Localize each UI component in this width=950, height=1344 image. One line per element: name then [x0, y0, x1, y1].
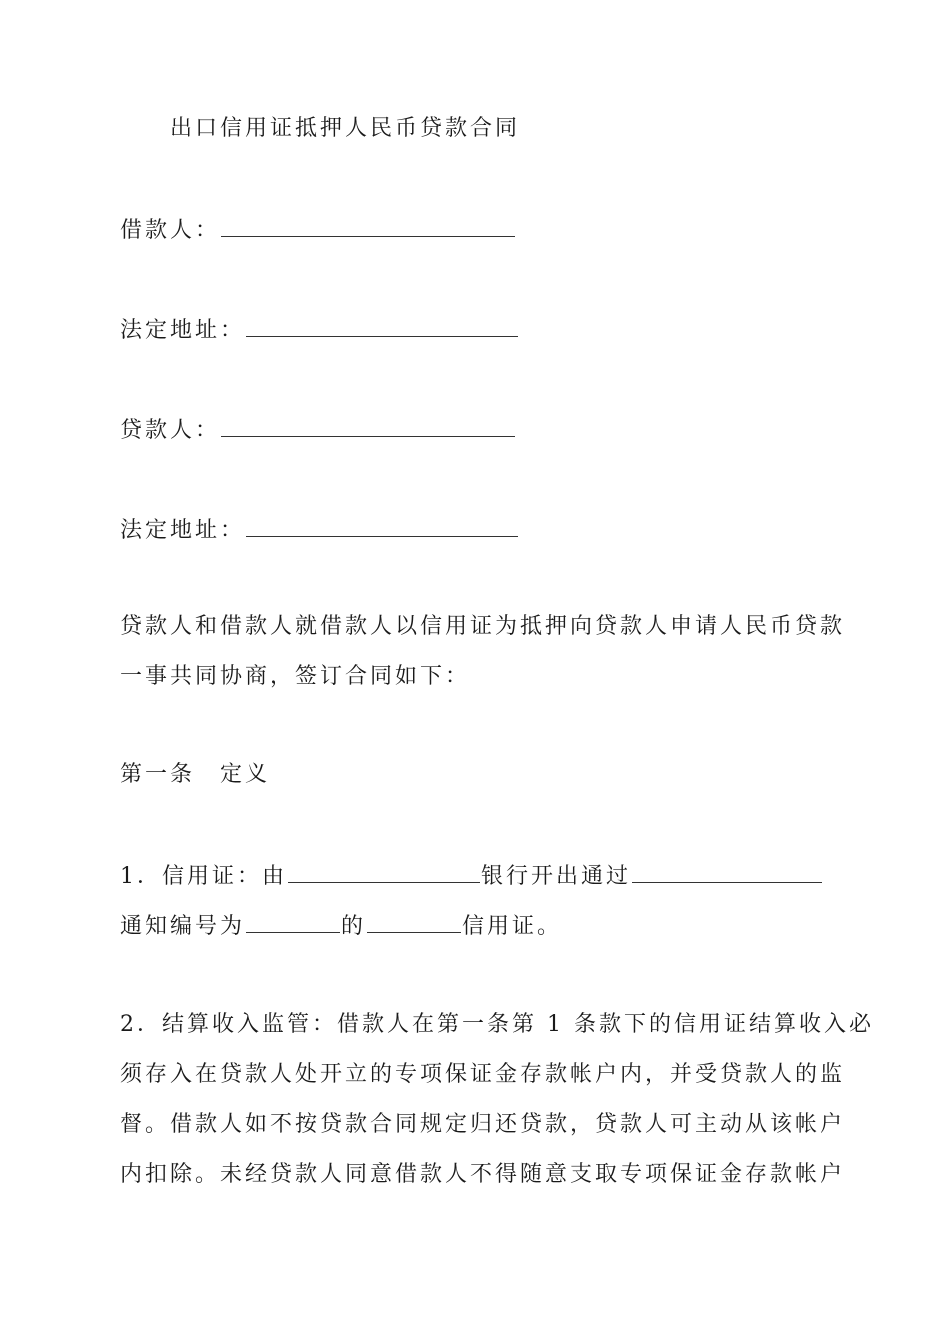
borrower-address-line [120, 314, 519, 346]
borrower-label: 借款人： [120, 218, 221, 243]
clause-2-line-1: 2．结算收入监管：借款人在第一条第 1 条款下的信用证结算收入必 [120, 1012, 874, 1037]
clause-2-line-2: 须存入在贷款人处开立的专项保证金存款帐户内，并受贷款人的监 [120, 1062, 846, 1087]
issuing-bank-blank [288, 860, 480, 883]
document-title: 出口信用证抵押人民币贷款合同 [170, 116, 521, 141]
clause-1-part-e: 信用证。 [462, 914, 563, 939]
borrower-line [120, 214, 516, 246]
article-1-heading: 第一条 定义 [120, 762, 271, 787]
lender-label: 贷款人： [120, 418, 221, 443]
notice-number-blank [246, 910, 340, 933]
intro-line-1: 贷款人和借款人就借款人以信用证为抵押向贷款人申请人民币贷款 [120, 614, 846, 639]
clause-1-part-a: 1．信用证：由 [120, 864, 287, 889]
lender-address-line [120, 514, 519, 546]
advising-bank-blank [632, 860, 822, 883]
clause-1-part-d: 的 [341, 914, 367, 939]
borrower-address-label: 法定地址： [120, 318, 246, 343]
lender-line [120, 414, 516, 446]
clause-2-line-3: 督。借款人如不按贷款合同规定归还贷款，贷款人可主动从该帐户 [120, 1112, 846, 1137]
clause-1-part-b: 银行开出通过 [481, 864, 632, 889]
lender-address-blank [246, 514, 518, 537]
intro-line-2: 一事共同协商，签订合同如下： [120, 664, 471, 689]
borrower-address-blank [246, 314, 518, 337]
clause-1-line-1 [120, 860, 823, 892]
lender-blank [221, 414, 515, 437]
clause-1-line-2 [120, 910, 562, 942]
clause-2-line-4: 内扣除。未经贷款人同意借款人不得随意支取专项保证金存款帐户 [120, 1162, 846, 1187]
borrower-blank [221, 214, 515, 237]
clause-1-part-c: 通知编号为 [120, 914, 246, 939]
credit-type-blank [367, 910, 461, 933]
lender-address-label: 法定地址： [120, 518, 246, 543]
